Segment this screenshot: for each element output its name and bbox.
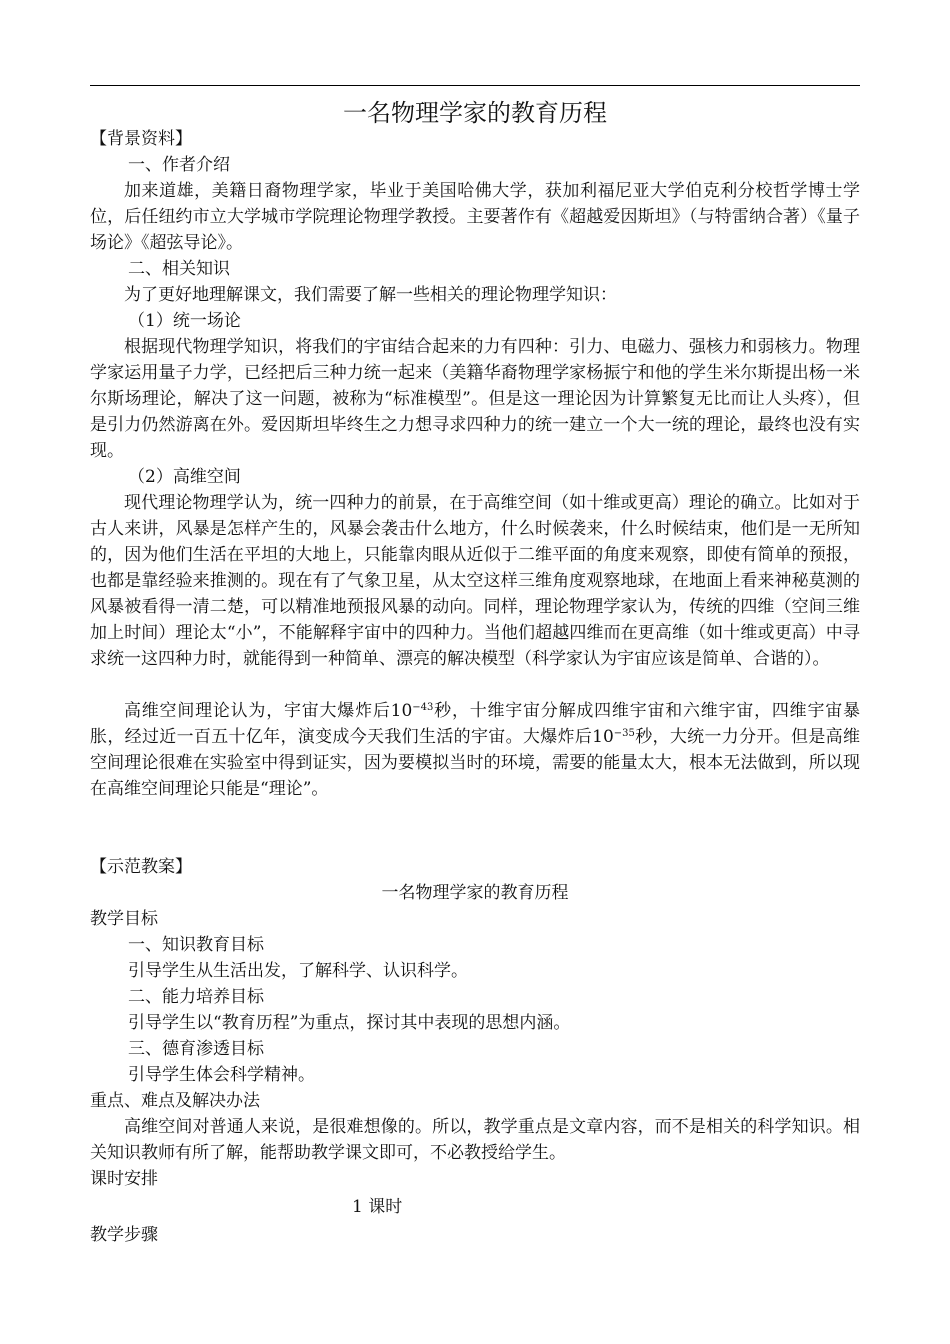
unified-field-paragraph: 根据现代物理学知识，将我们的宇宙结合起来的力有四种：引力、电磁力、强核力和弱核力。物理学家运用量子力学，已经把后三种力统一起来（美籍华裔物理学家杨振宁和他的学生米尔斯提出杨一米尔斯场理论，解决了这一问题，被称为“标准模型”。但是这一理论因为计算繁复无比而让人头疼），但是引力仍然游离在外。爱因斯坦毕终生之力想寻求四种力的统一建立一个大一统的理论，最终也没有实现。 [90, 337, 860, 461]
page-title: 一名物理学家的教育历程 [343, 99, 607, 127]
author-intro-paragraph: 加来道雄，美籍日裔物理学家，毕业于美国哈佛大学，获加利福尼亚大学伯克利分校哲学博士学位，后任纽约市立大学城市学院理论物理学教授。主要著作有《超越爱因斯坦》（与特雷纳合著）《量子场论》《超弦导论》。 [90, 181, 860, 253]
knowledge-goal-heading: 一、知识教育目标 [128, 935, 264, 955]
lesson-plan-title: 一名物理学家的教育历程 [381, 883, 569, 903]
key-points-heading: 重点、难点及解决办法 [90, 1091, 260, 1111]
background-section-header: 【背景资料】 [90, 129, 192, 149]
teaching-goals-heading: 教学目标 [90, 909, 158, 929]
related-knowledge-intro: 为了更好地理解课文，我们需要了解一些相关的理论物理学知识： [124, 285, 617, 305]
exponent-35: −35 [613, 728, 635, 739]
class-hours-value: 1 课时 [352, 1197, 403, 1217]
teaching-steps-heading: 教学步骤 [90, 1225, 158, 1245]
big-bang-text-part3: 秒，大统一力分开。但是高维空间理论很难在实验室中得到证实，因为要模拟当时的环境，需要的能量太大，根本无法做到，所以现在高维空间理论只能是“理论”。 [90, 727, 860, 799]
ability-goal-heading: 二、能力培养目标 [128, 987, 264, 1007]
lesson-plan-header: 【示范教案】 [90, 857, 192, 877]
class-hours-heading: 课时安排 [90, 1169, 158, 1189]
author-intro-heading: 一、作者介绍 [128, 155, 230, 175]
moral-goal-text: 引导学生体会科学精神。 [128, 1065, 315, 1085]
big-bang-text-part1: 高维空间理论认为，宇宙大爆炸后10 [124, 701, 413, 721]
exponent-43: −43 [412, 702, 434, 713]
high-dimension-heading: （2）高维空间 [128, 467, 241, 487]
key-points-paragraph: 高维空间对普通人来说，是很难想像的。所以，教学重点是文章内容，而不是相关的科学知识。相关知识教师有所了解，能帮助教学课文即可，不必教授给学生。 [90, 1117, 860, 1163]
high-dimension-paragraph: 现代理论物理学认为，统一四种力的前景，在于高维空间（如十维或更高）理论的确立。比如对于古人来讲，风暴是怎样产生的，风暴会袭击什么地方，什么时候袭来，什么时候结束，他们是一无所知的，因为他们生活在平坦的大地上，只能靠肉眼从近似于二维平面的角度来观察，即使有简单的预报，也都是靠经验来推测的。现在有了气象卫星，从太空这样三维角度观察地球，在地面上看来神秘莫测的风暴被看得一清二楚，可以精准地预报风暴的动向。同样，理论物理学家认为，传统的四维（空间三维加上时间）理论太“小”，不能解释宇宙中的四种力。当他们超越四维而在更高维（如十维或更高）中寻求统一这四种力时，就能得到一种简单、漂亮的解决模型（科学家认为宇宙应该是简单、合谐的）。 [90, 493, 860, 669]
ability-goal-text: 引导学生以“教育历程”为重点，探讨其中表现的思想内涵。 [128, 1013, 571, 1033]
big-bang-text-part2: 秒，十维宇宙分解成四维宇宙和六维宇宙，四维宇宙暴胀，经过近一百五十亿年，演变成今天我们生活的宇宙。大爆炸后10 [90, 701, 861, 747]
moral-goal-heading: 三、德育渗透目标 [128, 1039, 264, 1059]
header-rule [90, 85, 860, 86]
big-bang-paragraph [90, 698, 860, 802]
knowledge-goal-text: 引导学生从生活出发，了解科学、认识科学。 [128, 961, 468, 981]
related-knowledge-heading: 二、相关知识 [128, 259, 230, 279]
unified-field-heading: （1）统一场论 [128, 311, 241, 331]
